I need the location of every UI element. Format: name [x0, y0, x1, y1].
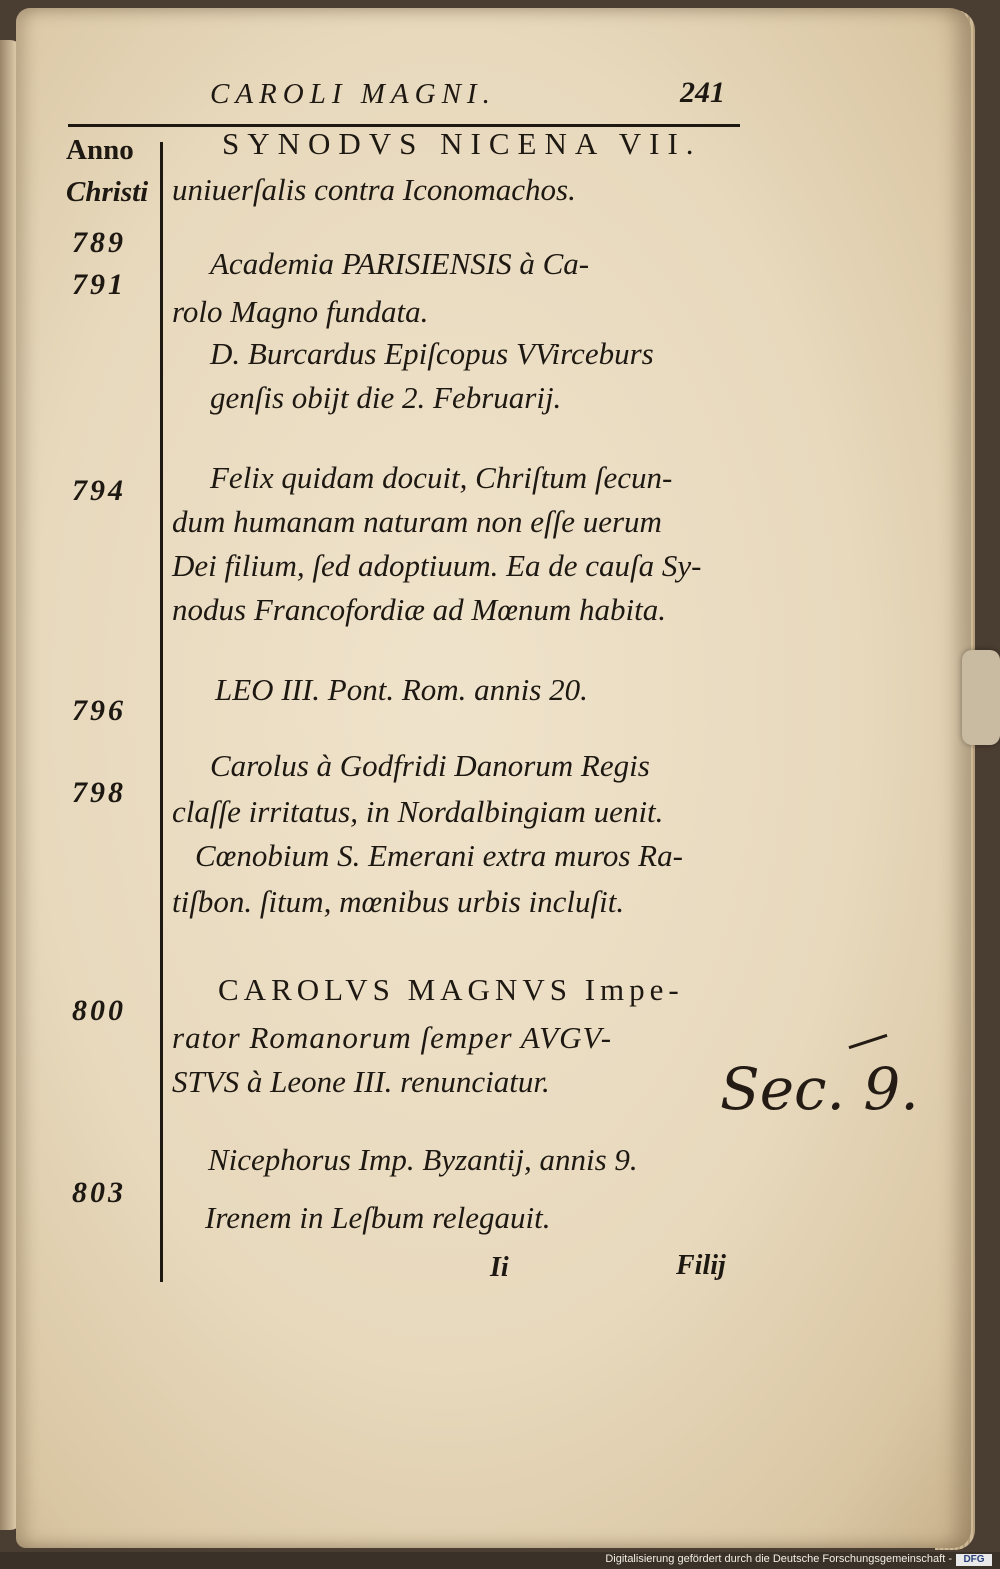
year-label: 798	[72, 776, 126, 809]
handwritten-note: Sec. 9.	[720, 1055, 919, 1123]
entry-line: Cœnobium S. Emerani extra muros Ra-	[195, 838, 683, 873]
entry-line: CAROLVS MAGNVS Impe-	[218, 972, 684, 1007]
entry-line: Carolus à Godfridi Danorum Regis	[210, 748, 650, 783]
year-label: 800	[72, 994, 126, 1027]
entry-line: claſſe irritatus, in Nordalbingiam uenit.	[172, 794, 664, 829]
footer-credit: Digitalisierung gefördert durch die Deutsche Forschungsgemeinschaft -	[605, 1553, 952, 1565]
entry-line: Felix quidam docuit, Chriſtum ſecun-	[210, 460, 673, 495]
footer-bar	[0, 1552, 1000, 1569]
column-head-christi: Christi	[66, 176, 149, 208]
entry-line: STVS à Leone III. renunciatur.	[172, 1064, 550, 1099]
page-number: 241	[680, 76, 725, 109]
entry-line: Academia PARISIENSIS à Ca-	[210, 246, 590, 281]
year-label: 791	[72, 268, 126, 301]
year-label: 794	[72, 474, 126, 507]
entry-line: genſis obijt die 2. Februarij.	[210, 380, 562, 415]
entry-line: uniuerſalis contra Iconomachos.	[172, 172, 576, 207]
entry-line: Irenem in Leſbum relegauit.	[205, 1200, 551, 1235]
column-head-anno: Anno	[66, 134, 134, 166]
entry-line: D. Burcardus Epiſcopus VVirceburs	[210, 336, 654, 371]
page-clip	[962, 650, 1000, 745]
entry-line: SYNODVS NICENA VII.	[222, 126, 702, 161]
entry-line: dum humanam naturam non eſſe uerum	[172, 504, 662, 539]
entry-line: tiſbon. ſitum, mœnibus urbis incluſit.	[172, 884, 625, 919]
dfg-logo: DFG	[956, 1554, 992, 1566]
year-column-rule	[160, 142, 163, 1282]
entry-line: nodus Francofordiæ ad Mœnum habita.	[172, 592, 667, 627]
entry-line: LEO III. Pont. Rom. annis 20.	[215, 672, 588, 707]
entry-line: rolo Magno fundata.	[172, 294, 429, 329]
year-label: 803	[72, 1176, 126, 1209]
entry-line: Dei filium, ſed adoptiuum. Ea de cauſa Sy-	[172, 548, 702, 583]
running-title: CAROLI MAGNI.	[210, 78, 496, 110]
entry-line: rator Romanorum ſemper AVGV-	[172, 1020, 613, 1055]
year-label: 796	[72, 694, 126, 727]
year-label: 789	[72, 226, 126, 259]
signature-mark: Ii	[490, 1252, 509, 1283]
entry-line: Nicephorus Imp. Byzantij, annis 9.	[208, 1142, 638, 1177]
catchword: Filij	[676, 1250, 726, 1281]
